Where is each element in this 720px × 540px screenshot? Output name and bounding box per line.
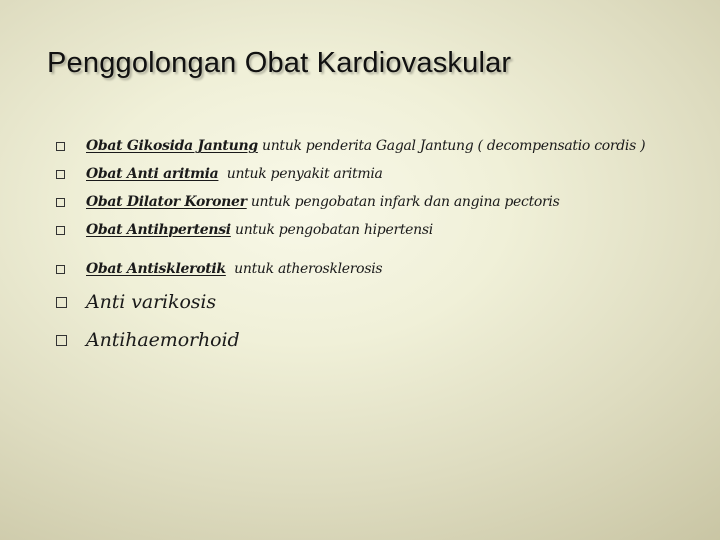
bullet-item <box>56 216 696 244</box>
drug-class-description: untuk atherosklerosis <box>234 261 383 277</box>
hollow-square-bullet-icon <box>56 297 67 308</box>
slide-title: Penggolongan Obat Kardiovaskular <box>47 47 512 79</box>
hollow-square-bullet-icon <box>56 198 65 207</box>
drug-class-description: untuk pengobatan hipertensi <box>234 222 433 238</box>
bullet-text: Antihaemorhoid <box>86 329 240 351</box>
hollow-square-bullet-icon <box>56 226 65 235</box>
hollow-square-bullet-icon <box>56 265 65 274</box>
drug-class-description: untuk penderita Gagal Jantung ( decompensatio cordis ) <box>262 138 646 154</box>
drug-class-name: Obat Anti aritmia <box>86 166 219 182</box>
hollow-square-bullet-icon <box>56 170 65 179</box>
bullet-text <box>86 222 433 238</box>
hollow-square-bullet-icon <box>56 335 67 346</box>
bullet-item <box>56 255 696 283</box>
bullet-text: Anti varikosis <box>86 291 217 313</box>
bullet-text <box>86 166 383 182</box>
hollow-square-bullet-icon <box>56 142 65 151</box>
bullet-text <box>86 138 645 154</box>
bullet-text <box>86 194 560 210</box>
bullet-text <box>86 261 382 277</box>
drug-class-name: Obat Antisklerotik <box>86 261 226 277</box>
bullet-item <box>56 160 696 188</box>
bullet-item <box>56 283 696 321</box>
drug-class-description: untuk pengobatan infark dan angina pectoris <box>250 194 560 210</box>
bullet-item <box>56 132 696 160</box>
drug-class-name: Obat Dilator Koroner <box>86 194 247 210</box>
bullet-item <box>56 321 696 359</box>
drug-class-name: Obat Gikosida Jantung <box>86 138 258 154</box>
bullet-list <box>56 132 696 359</box>
drug-class-name: Obat Antihpertensi <box>86 222 231 238</box>
bullet-item <box>56 188 696 216</box>
drug-class-description: untuk penyakit aritmia <box>226 166 383 182</box>
